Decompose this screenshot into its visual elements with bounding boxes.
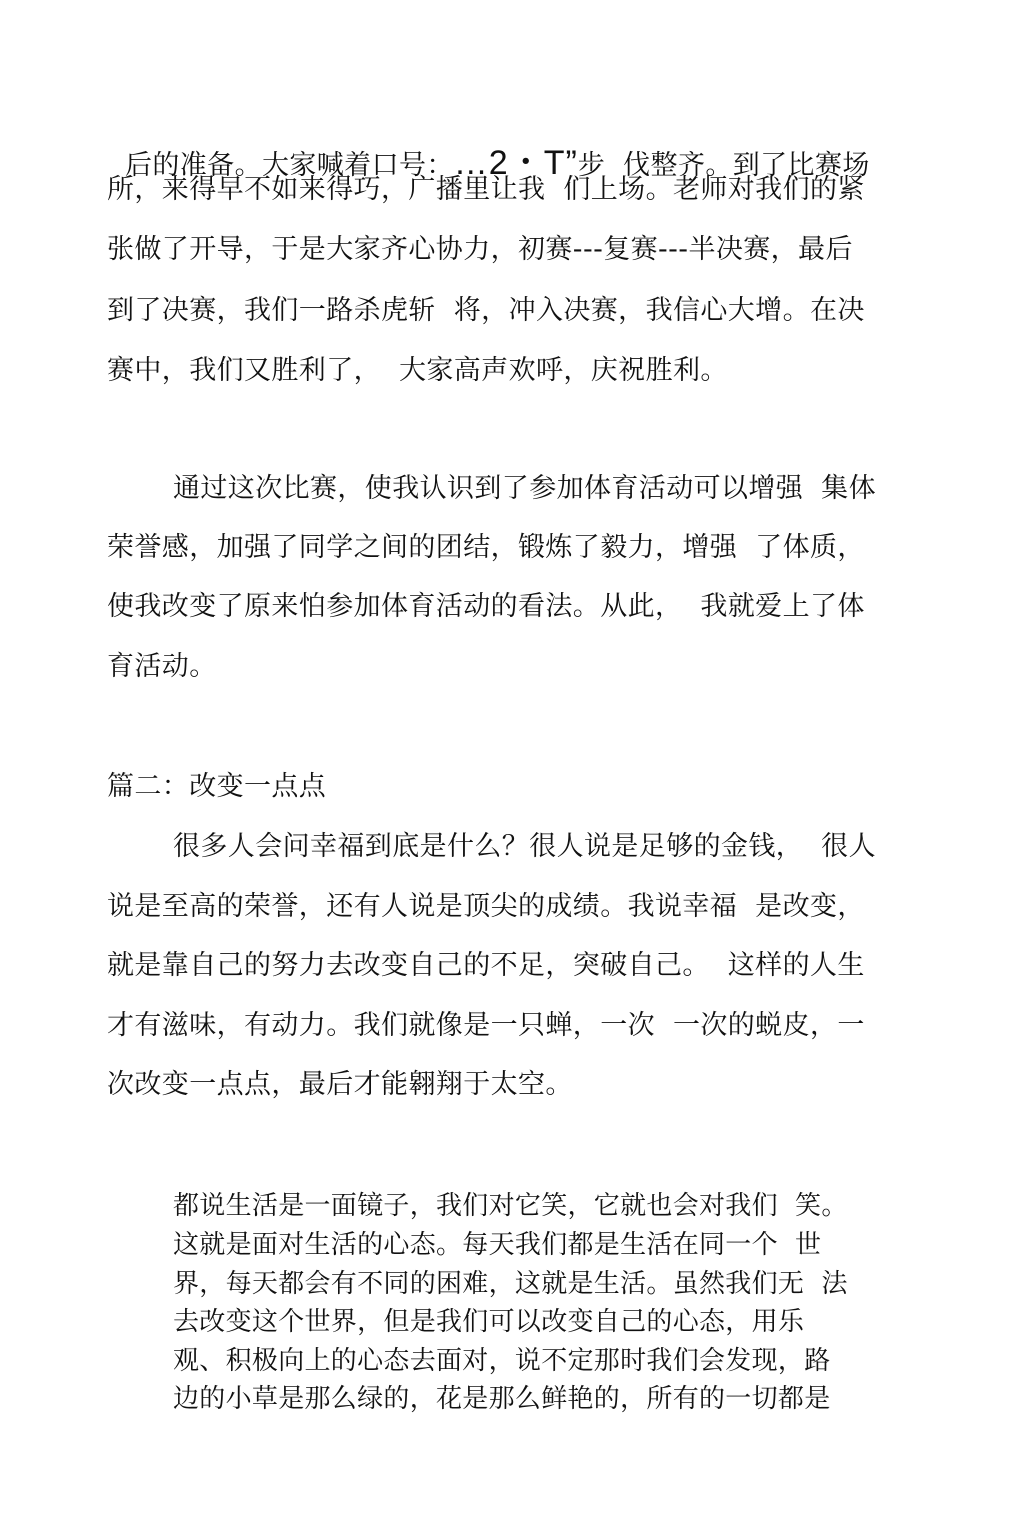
paragraph-4-line-4: 去改变这个世界，但是我们可以改变自己的心态，用乐 — [173, 1307, 805, 1337]
paragraph-2-line-3: 使我改变了原来怕参加体育活动的看法。从此， 我就爱上了体 — [107, 591, 865, 622]
section-heading: 篇二：改变一点点 — [107, 771, 327, 802]
paragraph-1-line-2: 所，来得早不如来得巧，广播里让我 们上场。老师对我们的紧 — [107, 174, 865, 205]
paragraph-4-line-6: 边的小草是那么绿的，花是那么鲜艳的，所有的一切都是 — [173, 1384, 831, 1414]
paragraph-4-line-5: 观、积极向上的心态去面对，说不定那时我们会发现，路 — [173, 1346, 831, 1376]
paragraph-3-line-2: 说是至高的荣誉，还有人说是顶尖的成绩。我说幸福 是改变， — [107, 891, 865, 922]
paragraph-4-line-3: 界，每天都会有不同的困难，这就是生活。虽然我们无 法 — [173, 1269, 848, 1299]
paragraph-1-line-4: 到了决赛，我们一路杀虎斩 将，冲入决赛，我信心大增。在决 — [107, 295, 865, 326]
slogan-text: …2・T” — [453, 144, 578, 182]
paragraph-2-line-4: 育活动。 — [107, 651, 217, 682]
paragraph-1-line-3: 张做了开导，于是大家齐心协力，初赛---复赛---半决赛，最后 — [107, 234, 853, 265]
paragraph-1-line-1-text: 后的准备。大家喊着口号： — [124, 150, 454, 181]
paragraph-4-line-2: 这就是面对生活的心态。每天我们都是生活在同一个 世 — [173, 1230, 822, 1260]
paragraph-2-line-1: 通过这次比赛，使我认识到了参加体育活动可以增强 集体 — [173, 473, 876, 504]
paragraph-1-line-1-tail: 步 伐整齐。到了比赛场 — [577, 150, 870, 181]
paragraph-3-line-4: 才有滋味，有动力。我们就像是一只蝉，一次 一次的蜕皮，一 — [107, 1010, 865, 1041]
paragraph-3-line-1: 很多人会问幸福到底是什么？很人说是足够的金钱， 很人 — [173, 831, 876, 862]
paragraph-4-line-1: 都说生活是一面镜子，我们对它笑，它就也会对我们 笑。 — [173, 1191, 848, 1221]
paragraph-3-line-3: 就是靠自己的努力去改变自己的不足，突破自己。 这样的人生 — [107, 950, 865, 981]
paragraph-3-line-5: 次改变一点点，最后才能翱翔于太空。 — [107, 1069, 573, 1100]
paragraph-1-line-5: 赛中，我们又胜利了， 大家高声欢呼，庆祝胜利。 — [107, 355, 728, 386]
paragraph-2-line-2: 荣誉感，加强了同学之间的团结，锻炼了毅力，增强 了体质， — [107, 532, 865, 563]
